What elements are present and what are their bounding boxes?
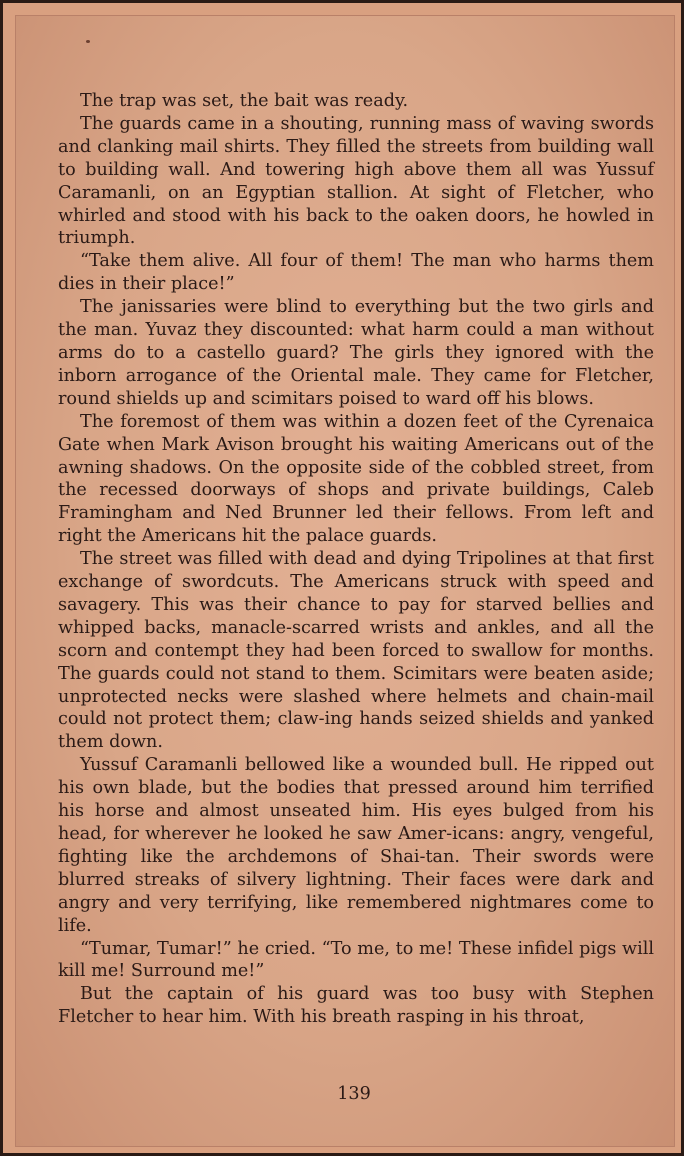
paragraph: The trap was set, the bait was ready. xyxy=(80,91,409,111)
paragraph: Yussuf Caramanli bellowed like a wounded bull. He ripped out his own blade, but the bodies that pressed around him terrified his horse and almost unseated him. His eyes bulged from his head, for wherever he looked he saw Amer-icans: angry, vengeful, fighting like the archdemons of Shai-tan. Their swords were blurred streaks of silvery lightning. Their faces were dark and angry and very terrifying, like remembered nightmares come to life. xyxy=(58,755,654,936)
body-text xyxy=(58,90,654,1029)
paper-speck xyxy=(86,40,90,43)
paragraph: The foremost of them was within a dozen feet of the Cyrenaica Gate when Mark Avison brought his waiting Americans out of the awning shadows. On the opposite side of the cobbled street, from the recessed doorways of shops and private buildings, Caleb Framingham and Ned Brunner led their fellows. From left and right the Americans hit the palace guards. xyxy=(58,411,654,547)
page-number: 139 xyxy=(337,1084,371,1104)
paragraph: “Take them alive. All four of them! The man who harms them dies in their place!” xyxy=(58,251,654,295)
paragraph: The guards came in a shouting, running mass of waving swords and clanking mail shirts. They filled the streets from building wall to building wall. And towering high above them all was Yussuf Caramanli, on an Egyptian stallion. At sight of Fletcher, who whirled and stood with his back to the oaken doors, he howled in triumph. xyxy=(58,113,654,249)
book-page xyxy=(15,15,675,1147)
paragraph: “Tumar, Tumar!” he cried. “To me, to me! These infidel pigs will kill me! Surround me!” xyxy=(58,938,654,982)
paragraph: But the captain of his guard was too busy with Stephen Fletcher to hear him. With his breath rasping in his throat, xyxy=(58,984,654,1028)
paragraph: The janissaries were blind to everything but the two girls and the man. Yuvaz they discounted: what harm could a man without arms do to a castello guard? The girls they ignored with the inborn arrogance of the Oriental male. They came for Fletcher, round shields up and scimitars poised to ward off his blows. xyxy=(58,297,654,409)
paragraph: The street was filled with dead and dying Tripolines at that first exchange of swordcuts. The Americans struck with speed and savagery. This was their chance to pay for starved bellies and whipped backs, manacle-scarred wrists and ankles, and all the scorn and contempt they had been forced to swallow for months. The guards could not stand to them. Scimitars were beaten aside; unprotected necks were slashed where helmets and chain-mail could not protect them; claw-ing hands seized shields and yanked them down. xyxy=(58,549,654,753)
